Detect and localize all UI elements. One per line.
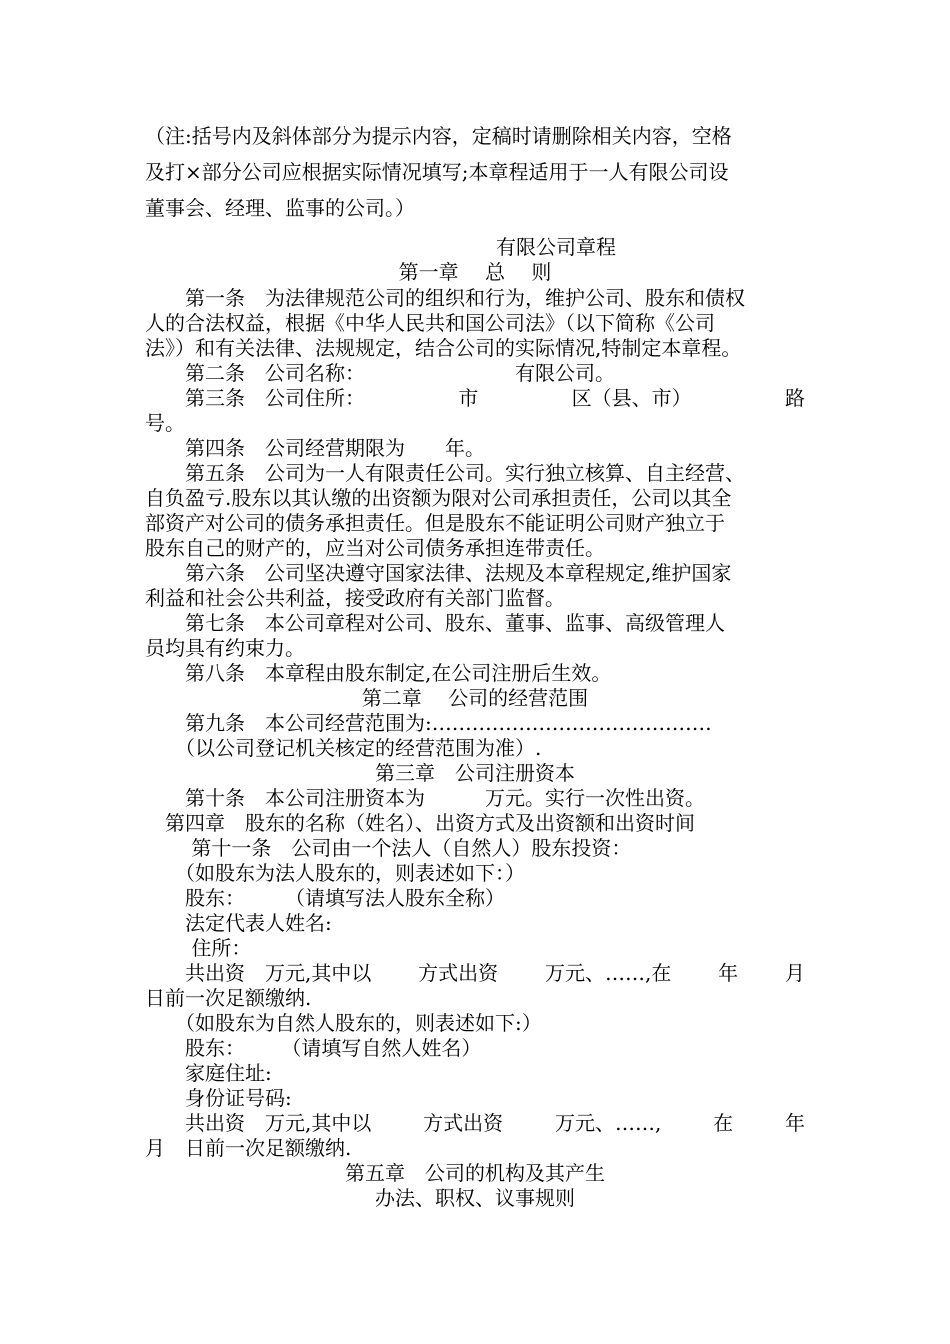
article-3-label: 第三条 公司住所： — [145, 386, 365, 410]
natural-shareholder-address: 家庭住址: — [145, 1061, 272, 1085]
chapter-5-heading-line-1: 第五章 公司的机构及其产生 — [345, 1161, 605, 1185]
note-line-1: （注:括号内及斜体部分为提示内容，定稿时请删除相关内容，空格 — [145, 124, 732, 148]
article-10: 第十条 本公司注册资本为 万元。实行一次性出资。 — [145, 786, 705, 810]
article-5-line-4: 股东自己的财产的，应当对公司债务承担连带责任。 — [145, 536, 605, 560]
natural-contribution-part-1: 共出资 万元,其中以 — [145, 1111, 372, 1135]
legal-contribution-part-5: 月 — [784, 961, 805, 985]
legal-contribution-line-1 — [145, 961, 805, 986]
legal-contribution-part-3: 万元、……,在 — [544, 961, 672, 985]
natural-contribution-part-5: 年 — [784, 1111, 805, 1135]
natural-contribution-part-2: 方式出资 — [423, 1111, 504, 1135]
chapter-1-heading: 第一章 总 则 — [398, 260, 552, 284]
article-1-line-2: 人的合法权益，根据《中华人民共和国公司法》（以下简称《公司 — [145, 311, 715, 335]
article-3-road: 路 — [784, 386, 805, 410]
article-5-line-3: 部资产对公司的债务承担责任。但是股东不能证明公司财产独立于 — [145, 511, 725, 535]
note-line-2: 及打×部分公司应根据实际情况填写;本章程适用于一人有限公司设 — [145, 160, 729, 184]
article-11: 第十一条 公司由一个法人（自然人）股东投资： — [145, 836, 632, 860]
legal-contribution-part-2: 方式出资 — [418, 961, 499, 985]
legal-shareholder-address: 住所： — [145, 936, 252, 960]
article-3-line-1 — [145, 386, 805, 411]
article-7-line-2: 员均具有约束力。 — [145, 636, 305, 660]
legal-representative: 法定代表人姓名: — [145, 911, 332, 935]
chapter-2-heading: 第二章 公司的经营范围 — [361, 686, 589, 710]
chapter-3-heading: 第三章 公司注册资本 — [375, 761, 575, 785]
legal-shareholder-intro: （如股东为法人股东的，则表述如下：） — [145, 861, 525, 885]
article-9: 第九条 本公司经营范围为:…………………………………… — [145, 711, 712, 735]
legal-contribution-line-2: 日前一次足额缴纳. — [145, 986, 312, 1010]
natural-contribution-part-4: 在 — [713, 1111, 734, 1135]
article-5-line-2: 自负盈亏.股东以其认缴的出资额为限对公司承担责任，公司以其全 — [145, 486, 732, 510]
article-1-line-1: 第一条 为法律规范公司的组织和行为，维护公司、股东和债权 — [145, 286, 745, 310]
chapter-5-heading-line-2: 办法、职权、议事规则 — [375, 1186, 575, 1210]
chapter-4-heading: 第四章 股东的名称（姓名）、出资方式及出资额和出资时间 — [145, 811, 695, 835]
article-3-line-2: 号。 — [145, 411, 185, 435]
note-line-3: 董事会、经理、监事的公司。） — [145, 196, 415, 220]
legal-contribution-part-1: 共出资 万元,其中以 — [145, 961, 372, 985]
article-1-line-3: 法》）和有关法律、法规规定，结合公司的实际情况,特制定本章程。 — [145, 336, 742, 360]
natural-shareholder-name: 股东： （请填写自然人姓名） — [145, 1036, 482, 1060]
document-title: 有限公司章程 — [496, 235, 616, 259]
article-3-city: 市 — [458, 386, 479, 410]
article-2: 第二条 公司名称： 有限公司。 — [145, 361, 615, 385]
article-4: 第四条 公司经营期限为 年。 — [145, 436, 485, 460]
legal-contribution-part-4: 年 — [718, 961, 739, 985]
natural-shareholder-intro: （如股东为自然人股东的，则表述如下:） — [145, 1011, 542, 1035]
article-3-district: 区（县、市） — [571, 386, 692, 410]
article-6-line-2: 利益和社会公共利益，接受政府有关部门监督。 — [145, 586, 565, 610]
article-8: 第八条 本章程由股东制定,在公司注册后生效。 — [145, 661, 612, 685]
article-7-line-1: 第七条 本公司章程对公司、股东、董事、监事、高级管理人 — [145, 611, 725, 635]
article-6-line-1: 第六条 公司坚决遵守国家法律、法规及本章程规定,维护国家 — [145, 561, 732, 585]
article-9-note: （以公司登记机关核定的经营范围为准）. — [145, 736, 542, 760]
article-5-line-1: 第五条 公司为一人有限责任公司。实行独立核算、自主经营、 — [145, 461, 745, 485]
natural-shareholder-id: 身份证号码: — [145, 1086, 292, 1110]
legal-shareholder-name: 股东： （请填写法人股东全称） — [145, 886, 505, 910]
natural-contribution-line-1 — [145, 1111, 805, 1136]
natural-contribution-part-3: 万元、……, — [554, 1111, 662, 1135]
natural-contribution-line-2: 月 日前一次足额缴纳. — [145, 1136, 352, 1160]
